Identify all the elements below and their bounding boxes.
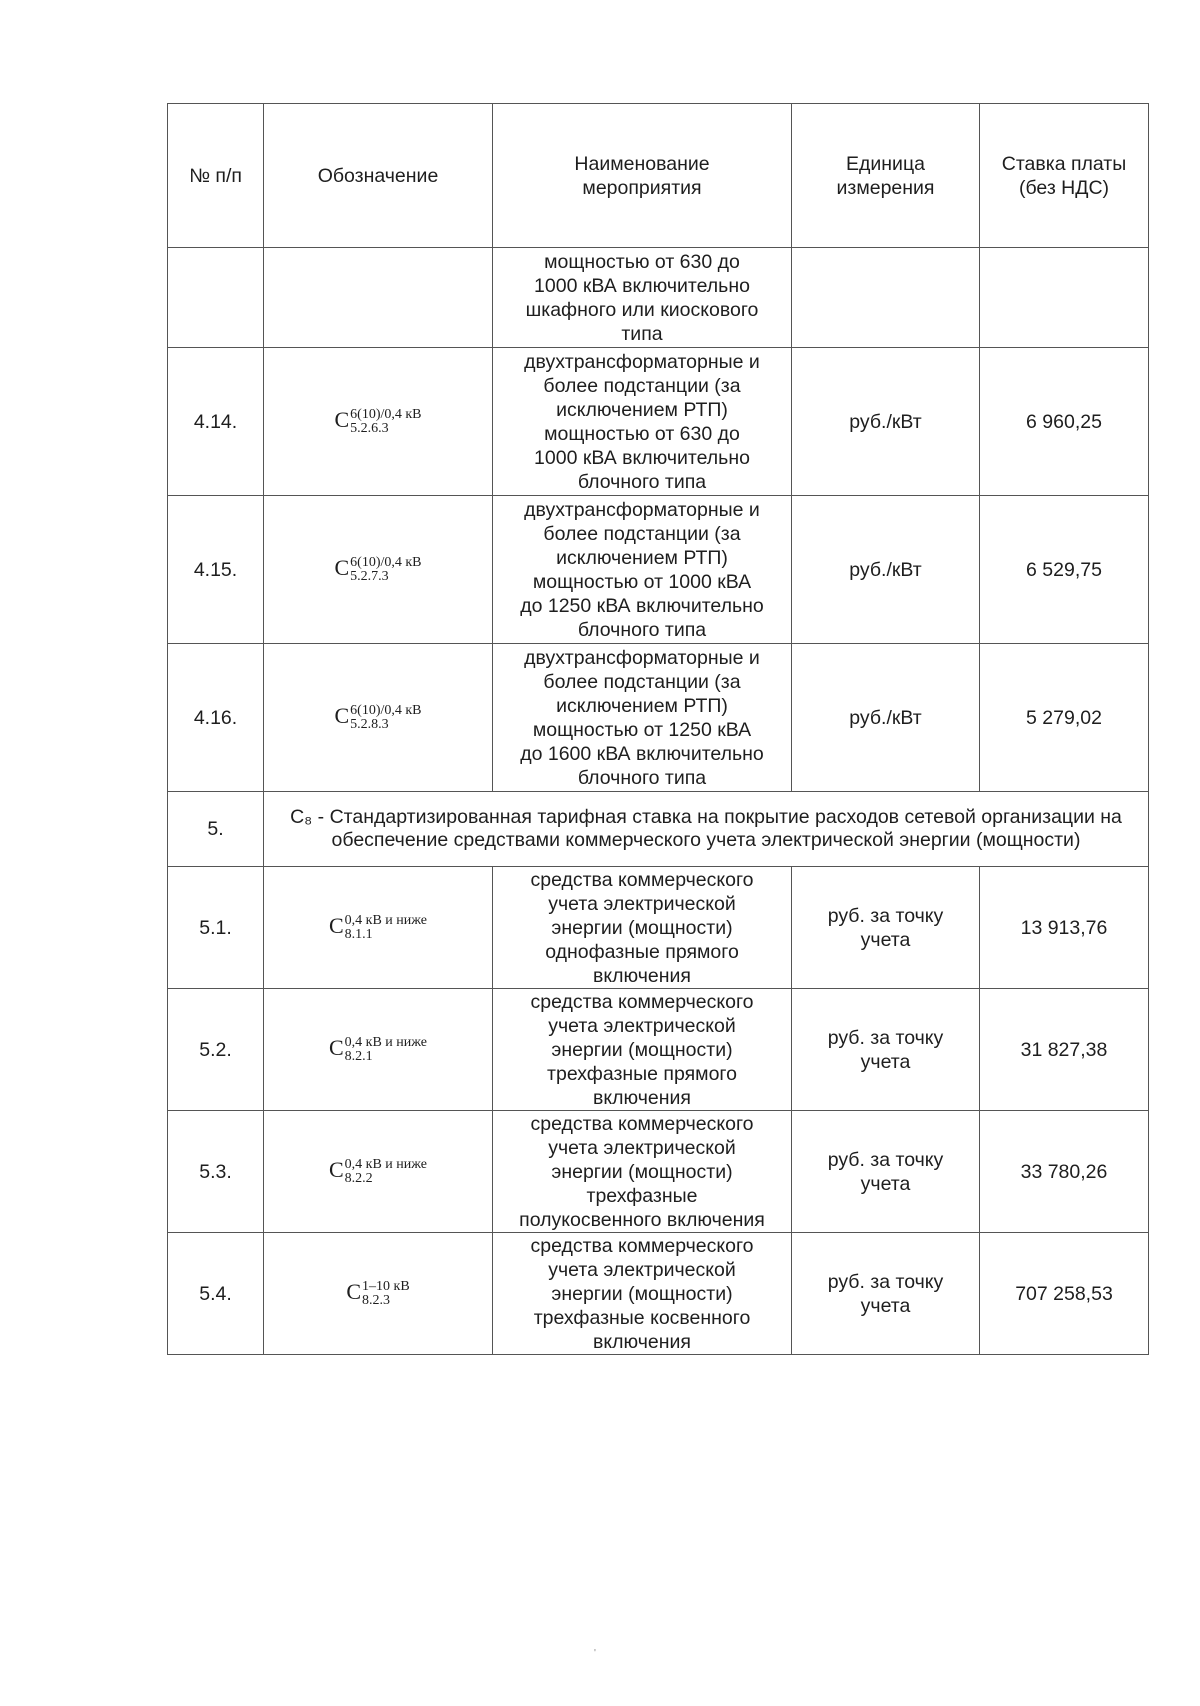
- cell-unit: руб. за точку учета: [792, 1111, 980, 1233]
- cell-code: [264, 496, 493, 644]
- symbol-subscript: 5.2.8.3: [350, 716, 389, 732]
- cell-name: двухтрансформаторные и более подстанции (за исключением РТП) мощностью от 1000 кВА до 1250 кВА включительно блочного типа: [493, 496, 792, 644]
- cell-num: 5.3.: [168, 1111, 264, 1233]
- header-num: № п/п: [168, 104, 264, 248]
- cell-unit: [792, 248, 980, 348]
- cell-code: [264, 1111, 493, 1233]
- tariff-symbol: C 0,4 кВ и ниже 8.1.1: [328, 912, 427, 942]
- section-title: C₈ - Стандартизированная тарифная ставка на покрытие расходов сетевой организации на обеспечение средствами коммерческого учета электрической энергии (мощности): [264, 792, 1149, 867]
- cell-unit: руб./кВт: [792, 496, 980, 644]
- tariff-symbol: C 0,4 кВ и ниже 8.2.2: [328, 1156, 427, 1186]
- cell-code: [264, 348, 493, 496]
- cell-name: двухтрансформаторные и более подстанции (за исключением РТП) мощностью от 630 до 1000 кВА включительно блочного типа: [493, 348, 792, 496]
- cell-code: [264, 989, 493, 1111]
- header-code: Обозначение: [264, 104, 493, 248]
- symbol-subscript: 8.2.1: [344, 1048, 373, 1064]
- table-row: [168, 496, 1149, 644]
- cell-rate: [980, 248, 1149, 348]
- tariff-symbol: C 1–10 кВ 8.2.3: [346, 1278, 410, 1308]
- symbol-superscript: 6(10)/0,4 кВ: [350, 406, 422, 422]
- cell-unit: руб. за точку учета: [792, 1233, 980, 1355]
- cell-rate: 31 827,38: [980, 989, 1149, 1111]
- cell-num: 5.4.: [168, 1233, 264, 1355]
- cell-code: [264, 1233, 493, 1355]
- cell-rate: 33 780,26: [980, 1111, 1149, 1233]
- table-row: [168, 989, 1149, 1111]
- cell-rate: 5 279,02: [980, 644, 1149, 792]
- header-rate: Ставка платы (без НДС): [980, 104, 1149, 248]
- continuation-row: [168, 248, 1149, 348]
- table-row: [168, 867, 1149, 989]
- header-name: Наименование мероприятия: [493, 104, 792, 248]
- tariff-symbol: C 6(10)/0,4 кВ 5.2.7.3: [334, 554, 422, 584]
- cell-name: средства коммерческого учета электрической энергии (мощности) однофазные прямого включения: [493, 867, 792, 989]
- table-row: [168, 1233, 1149, 1355]
- cell-rate: 13 913,76: [980, 867, 1149, 989]
- header-unit: Единица измерения: [792, 104, 980, 248]
- section-num: 5.: [168, 792, 264, 867]
- table-row: [168, 644, 1149, 792]
- cell-unit: руб./кВт: [792, 348, 980, 496]
- cell-rate: 707 258,53: [980, 1233, 1149, 1355]
- table-row: [168, 348, 1149, 496]
- cell-code: [264, 867, 493, 989]
- tariff-symbol: C 6(10)/0,4 кВ 5.2.6.3: [334, 406, 422, 436]
- cell-num: 5.2.: [168, 989, 264, 1111]
- tariff-symbol: C 0,4 кВ и ниже 8.2.1: [328, 1034, 427, 1064]
- cell-unit: руб. за точку учета: [792, 867, 980, 989]
- cell-num: 4.16.: [168, 644, 264, 792]
- table-row: [168, 1111, 1149, 1233]
- section-row: [168, 792, 1149, 867]
- cell-num: [168, 248, 264, 348]
- cell-name: двухтрансформаторные и более подстанции (за исключением РТП) мощностью от 1250 кВА до 1600 кВА включительно блочного типа: [493, 644, 792, 792]
- symbol-superscript: 1–10 кВ: [362, 1278, 410, 1294]
- symbol-subscript: 5.2.6.3: [350, 420, 389, 436]
- symbol-superscript: 0,4 кВ и ниже: [344, 1156, 427, 1172]
- cell-name: средства коммерческого учета электрической энергии (мощности) трехфазные прямого включения: [493, 989, 792, 1111]
- cell-rate: 6 960,25: [980, 348, 1149, 496]
- page-mark: ': [594, 1648, 596, 1659]
- table-header-row: [168, 104, 1149, 248]
- tariff-symbol: C 6(10)/0,4 кВ 5.2.8.3: [334, 702, 422, 732]
- cell-unit: руб./кВт: [792, 644, 980, 792]
- symbol-superscript: 6(10)/0,4 кВ: [350, 554, 422, 570]
- symbol-superscript: 0,4 кВ и ниже: [344, 912, 427, 928]
- symbol-subscript: 8.1.1: [344, 926, 373, 942]
- cell-rate: 6 529,75: [980, 496, 1149, 644]
- symbol-subscript: 8.2.3: [362, 1292, 391, 1308]
- symbol-subscript: 5.2.7.3: [350, 568, 389, 584]
- cell-name: средства коммерческого учета электрической энергии (мощности) трехфазные полукосвенного включения: [493, 1111, 792, 1233]
- cell-num: 4.14.: [168, 348, 264, 496]
- cell-unit: руб. за точку учета: [792, 989, 980, 1111]
- symbol-subscript: 8.2.2: [344, 1170, 373, 1186]
- symbol-superscript: 0,4 кВ и ниже: [344, 1034, 427, 1050]
- cell-code: [264, 644, 493, 792]
- cell-code: [264, 248, 493, 348]
- symbol-superscript: 6(10)/0,4 кВ: [350, 702, 422, 718]
- cell-num: 4.15.: [168, 496, 264, 644]
- tariff-table: [167, 103, 1149, 1355]
- cell-num: 5.1.: [168, 867, 264, 989]
- cell-name: мощностью от 630 до 1000 кВА включительно шкафного или киоскового типа: [493, 248, 792, 348]
- cell-name: средства коммерческого учета электрической энергии (мощности) трехфазные косвенного включения: [493, 1233, 792, 1355]
